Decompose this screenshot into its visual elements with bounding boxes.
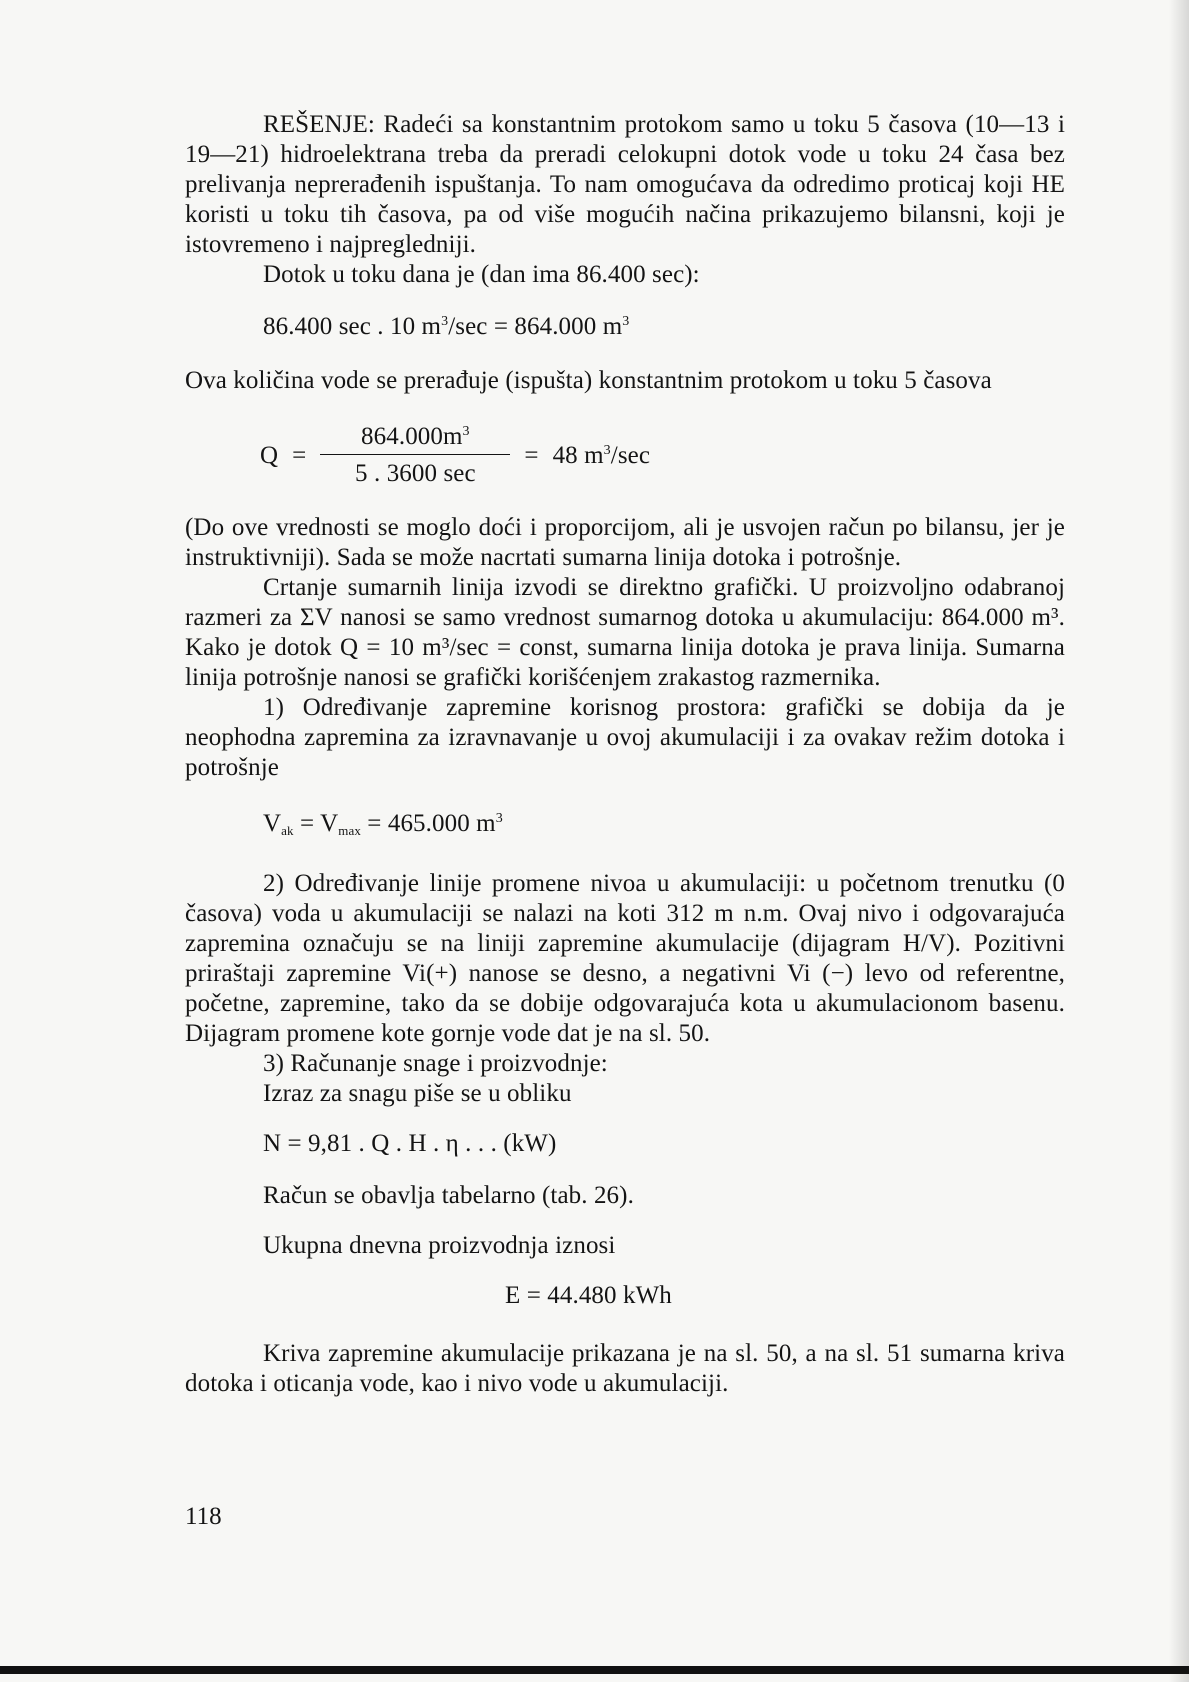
paragraph-curves-reference: Kriva zapremine akumulacije prikazana je na sl. 50, a na sl. 51 sumarna kriva dotoka i oticanja vode, kao i nivo vode u akumulaciji. [185, 1340, 1065, 1397]
paragraph-cumulative-lines: Crtanje sumarnih linija izvodi se direktno grafički. U proizvoljno odabranoj razmeri za ΣV nanosi se samo vrednost sumarnog dotoka u akumulaciju: 864.000 m³. Kako je dotok Q = 10 m³/sec = const, sumarna linija dotoka je prava linija. Sumarna linija potrošnje nanosi se grafički korišćenjem zrakastog razmernika. [185, 574, 1065, 691]
fraction-denominator: 5 . 3600 sec [355, 460, 476, 487]
flow-equals: = [292, 441, 307, 469]
equation-energy: E = 44.480 kWh [505, 1282, 672, 1309]
equation-daily-inflow: 86.400 sec . 10 $m^3/\sec = 864.000$ $m^3$ [263, 313, 630, 340]
page-body [185, 110, 1065, 1399]
equation-power: N = 9,81 . Q . H . η . . . (kW) [263, 1130, 557, 1157]
flow-fraction [320, 422, 510, 489]
equation-flow-rate [260, 422, 1065, 489]
page-edge-shadow [1169, 0, 1189, 1682]
paragraph-level-change: 2) Određivanje linije promene nivoa u akumulaciji: u početnom trenutku (0 časova) voda u akumulaciji se nalazi na koti 312 m n.m. Ovaj nivo i odgovarajuća zapremina označuju se na liniji zapremine akumulacije (dijagram H/V). Pozitivni priraštaji zapremine Vi(+) nanose se desno, a negativni Vi (−) levo od referentne, početne, zapremine, tako da se dobije odgovarajuća kota u akumulacionom basenu. Dijagram promene kote gornje vode dat je na sl. 50. [185, 870, 1065, 1047]
equation-volume: $V_{ak} = V_{max} = 465.000$ $m^3$ [263, 810, 503, 838]
paragraph-power-calc-heading: 3) Računanje snage i proizvodnje: [263, 1050, 608, 1077]
fraction-numerator: $864.000m^3$ [361, 423, 470, 450]
paragraph-proportion-note: (Do ove vrednosti se moglo doći i proporcijom, ali je usvojen račun po bilansu, jer je instruktivniji). Sada se može nacrtati sumarna linija dotoka i potrošnje. [185, 514, 1065, 571]
flow-result: 48 $m^3/\sec$ [552, 441, 651, 469]
paragraph-total-production: Ukupna dnevna proizvodnja iznosi [263, 1232, 616, 1259]
paragraph-tabular-calc: Račun se obavlja tabelarno (tab. 26). [263, 1182, 634, 1209]
scan-bottom-border [0, 1666, 1189, 1674]
flow-lhs: Q [260, 441, 279, 469]
paragraph-useful-volume: 1) Određivanje zapremine korisnog prostora: grafički se dobija da je neophodna zapremina za izravnavanje u ovoj akumulaciji i za ovakav režim dotoka i potrošnje [185, 694, 1065, 781]
flow-result-equals: = [524, 441, 539, 469]
paragraph-daily-inflow: Dotok u toku dana je (dan ima 86.400 sec): [263, 261, 700, 288]
paragraph-solution-intro: REŠENJE: Radeći sa konstantnim protokom samo u toku 5 časova (10—13 i 19—21) hidroelektrana treba da preradi celokupni dotok vode u toku 24 časa bez prelivanja neprerađenih ispuštanja. To nam omogućava da odredimo proticaj koji HE koristi u toku tih časova, pa od više mogućih načina prikazujemo bilansni, koji je istovremeno i najpregledniji. [185, 111, 1065, 258]
paragraph-power-expression: Izraz za snagu piše se u obliku [263, 1080, 572, 1107]
paragraph-processing: Ova količina vode se prerađuje (ispušta) konstantnim protokom u toku 5 časova [185, 367, 992, 394]
page-number: 118 [185, 1503, 222, 1530]
